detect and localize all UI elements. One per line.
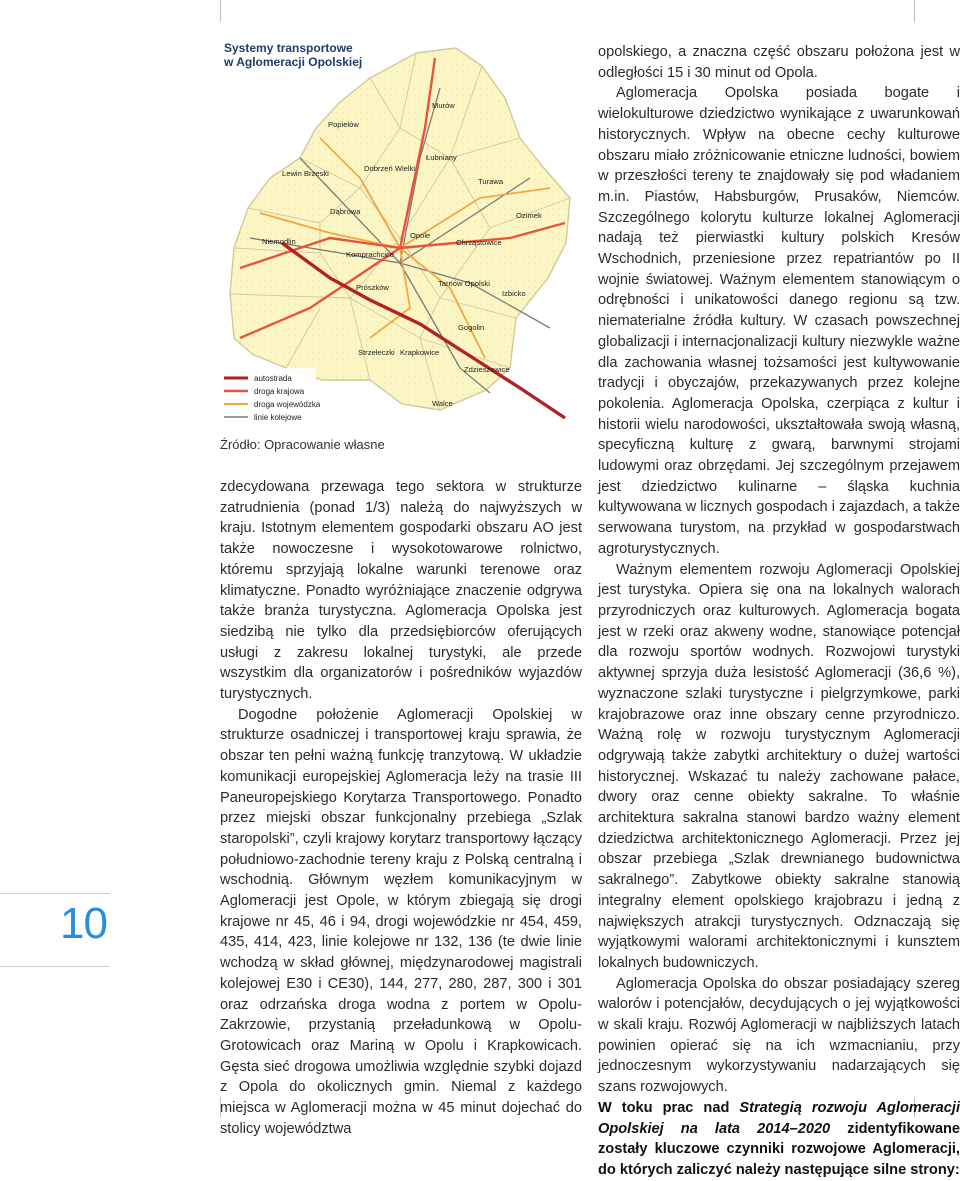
- left-column: [220, 477, 582, 1140]
- town-tarnow: Tarnów Opolski: [438, 279, 490, 288]
- paragraph: Dogodne położenie Aglomeracji Opolskiej w strukturze osadniczej i transportowej kraju sprawia, że obszar ten pełni ważną funkcję tranzytową. W układzie komunikacji europejskiej Aglomeracja leży na trasie III Paneuropejskiego Korytarza Transportowego. Ponadto przez miejski obszar funkcjonalny przebiega „Szlak staropolski”, czyli krajowy korytarz transportowy łączący południowo-zachodnie tereny kraju z Polską centralną i wschodnią. Głównym węzłem komunikacyjnym w Aglomeracji jest Opole, w którym zbiegają się drogi krajowe nr 45, 46 i 94, drogi wojewódzkie nr 454, 459, 435, 414, 423, linie kolejowe nr 132, 136 (te dwie linie wchodzą w skład głównej, międzynarodowej magistrali kolejowej E30 i CE30), 144, 277, 280, 287, 300 i 301 oraz odrzańska droga wodna z portem w Opolu-Zakrzowie, przystanią przeładunkową w Opolu-Grotowicach oraz Mariną w Opolu i Krapkowicach. Gęsta sieć drogowa umożliwia względnie szybki dojazd z Opola do okolicznych gmin. Niemal z każdego miejsca w Aglomeracji można w 45 minut dojechać do stolicy województwa: [220, 706, 582, 1137]
- town-dabrowa: Dąbrowa: [330, 207, 361, 216]
- map-svg: [220, 38, 580, 433]
- town-zdzieszowice: Zdzieszowice: [464, 365, 510, 374]
- map-legend: [220, 368, 321, 430]
- map-title-line2: w Aglomeracji Opolskiej: [224, 55, 363, 69]
- figure-caption: Źródło: Opracowanie własne: [220, 437, 385, 452]
- legend-motorway: autostrada: [254, 374, 292, 383]
- town-gogolin: Gogolin: [458, 323, 485, 332]
- paragraph: Aglomeracja Opolska posiada bogate i wielokulturowe dziedzictwo wynikające z uwarunkowań historycznych. Wpływ na obecne cechy kulturowe obszaru miało zróżnicowanie etniczne ludności, bowiem w przeszłości tereny te znajdowały się pod władaniem m.in. Piastów, Habsburgów, Prusaków, Niemców. Szczególnego kolorytu kulturze lokalnej Aglomeracji nadają też pierwiastki kultury polskich Kresów Wschodnich, przeniesione przez repatriantów po II wojnie światowej. Ważnym elementem stanowiącym o odrębności i unikatowości danego regionu są tzw. niematerialne źródła kultury. W czasach powszechnej globalizacji i internacjonalizacji kultury niezwykle ważne dla zachowania własnej tożsamości jest kultywowanie tradycji i obyczajów, przekazywanych przez kolejne pokolenia. Aglomeracja Opolska, czerpiąca z kultur i historii wielu narodowości, ukształtowała swoją własną, specyficzną kulturę z gwarą, barwnymi strojami ludowymi oraz obrzędami. Jej szczególnym przejawem jest dziedzictwo kulinarne – śląska kuchnia kultywowana w licznych gospodach i zajazdach, a także serwowana turystom, na przykład w gospodarstwach agroturystycznych.: [598, 85, 960, 557]
- town-turawa: Turawa: [478, 177, 504, 186]
- strategy-title: Strategią rozwoju Aglomeracji Opolskiej na lata 2014–2020: [598, 1099, 960, 1137]
- town-ozimek: Ozimek: [516, 211, 542, 220]
- town-popielow: Popielów: [328, 120, 359, 129]
- town-dobrzen: Dobrzeń Wielki: [364, 164, 416, 173]
- town-chrzastowice: Chrząstowice: [456, 238, 502, 247]
- crop-mark: [914, 0, 915, 22]
- page-number: 10: [60, 899, 107, 948]
- paragraph: zdecydowana przewaga tego sektora w strukturze zatrudnienia (ponad 1/3) należą do najwyższych w kraju. Istotnym elementem gospodarki obszaru AO jest także nowoczesne i wysokotowarowe rolnictwo, któremu sprzyjają lokalne warunki terenowe oraz klimatyczne. Ponadto wyróżniające znaczenie odgrywa także branża turystyczna. Aglomeracja Opolska jest siedzibą nie tylko dla przedsiębiorców oferujących usługi z zakresu lokalnej turystyki, ale przede wszystkim dla organizatorów i pośredników wyjazdów turystycznych.: [220, 479, 582, 703]
- town-murow: Murów: [432, 101, 455, 110]
- town-lubniany: Łubniany: [426, 153, 457, 162]
- right-column: [598, 42, 960, 1181]
- paragraph: opolskiego, a znaczna część obszaru położona jest w odległości 15 i 30 minut od Opola.: [598, 44, 960, 81]
- legend-railway: linie kolejowe: [254, 413, 302, 422]
- crop-mark: [220, 0, 221, 22]
- paragraph: Aglomeracja Opolska do obszar posiadający szereg walorów i potencjałów, decydujących o jej wyjątkowości w skali kraju. Rozwój Aglomeracji w najbliższych latach powinien opierać się na ich wzmacnianiu, przy jednoczesnym wykorzystywaniu nadarzających się szans rozwojowych.: [598, 975, 960, 1096]
- town-proszkow: Prószków: [356, 283, 389, 292]
- strengths-intro: [598, 1098, 960, 1181]
- town-krapkowice: Krapkowice: [400, 348, 440, 357]
- intro-text-end: zidentyfikowane zostały kluczowe czynniki rozwojowe Aglomeracji, do których zaliczyć należy następujące silne strony:: [598, 1120, 960, 1178]
- intro-text: W toku prac nad: [598, 1099, 740, 1116]
- map-title-line1: Systemy transportowe: [224, 41, 353, 55]
- town-strzeleczki: Strzeleczki: [358, 348, 395, 357]
- town-komprachcice: Komprachcice: [346, 250, 395, 259]
- town-lewin: Lewin Brzeski: [282, 169, 329, 178]
- legend-voivodeship: droga wojewódzka: [254, 400, 321, 409]
- town-opole: Opole: [410, 231, 431, 240]
- paragraph: Ważnym elementem rozwoju Aglomeracji Opolskiej jest turystyka. Opiera się ona na lokalnych walorach przyrodniczych oraz kulturowych. Aglomeracja bogata jest w rzeki oraz akweny wodne, stanowiące potencjał dla rozwoju sportów wodnych. Rozwojowi turystyki aktywnej sprzyja duża lesistość Aglomeracji (36,6 %), wyznaczone szlaki turystyczne i pielgrzymkowe, parki krajobrazowe oraz inne obszary cenne przyrodniczo. Ważną rolę w rozwoju turystycznym Aglomeracji odgrywają także zabytki architektury o dużej wartości historycznej. Wskazać tu należy zachowane pałace, dwory oraz cenne obiekty sakralne. To właśnie architektura sakralna stanowi bardzo ważny element dziedzictwa architektonicznego Aglomeracji. Przez jej obszar przebiega „Szlak drewnianego budownictwa sakralnego”. Zabytkowe obiekty sakralne stanowią integralny element opolskiego krajobrazu i jedną z największych atrakcji turystycznych. Odznaczają się wyjątkowymi walorami architektonicznymi i kunsztem lokalnych budowniczych.: [598, 561, 960, 971]
- town-niemodlin: Niemodlin: [262, 237, 296, 246]
- legend-national: droga krajowa: [254, 387, 305, 396]
- town-izbicko: Izbicko: [502, 289, 526, 298]
- town-walce: Walce: [432, 399, 453, 408]
- transport-map: [220, 38, 580, 433]
